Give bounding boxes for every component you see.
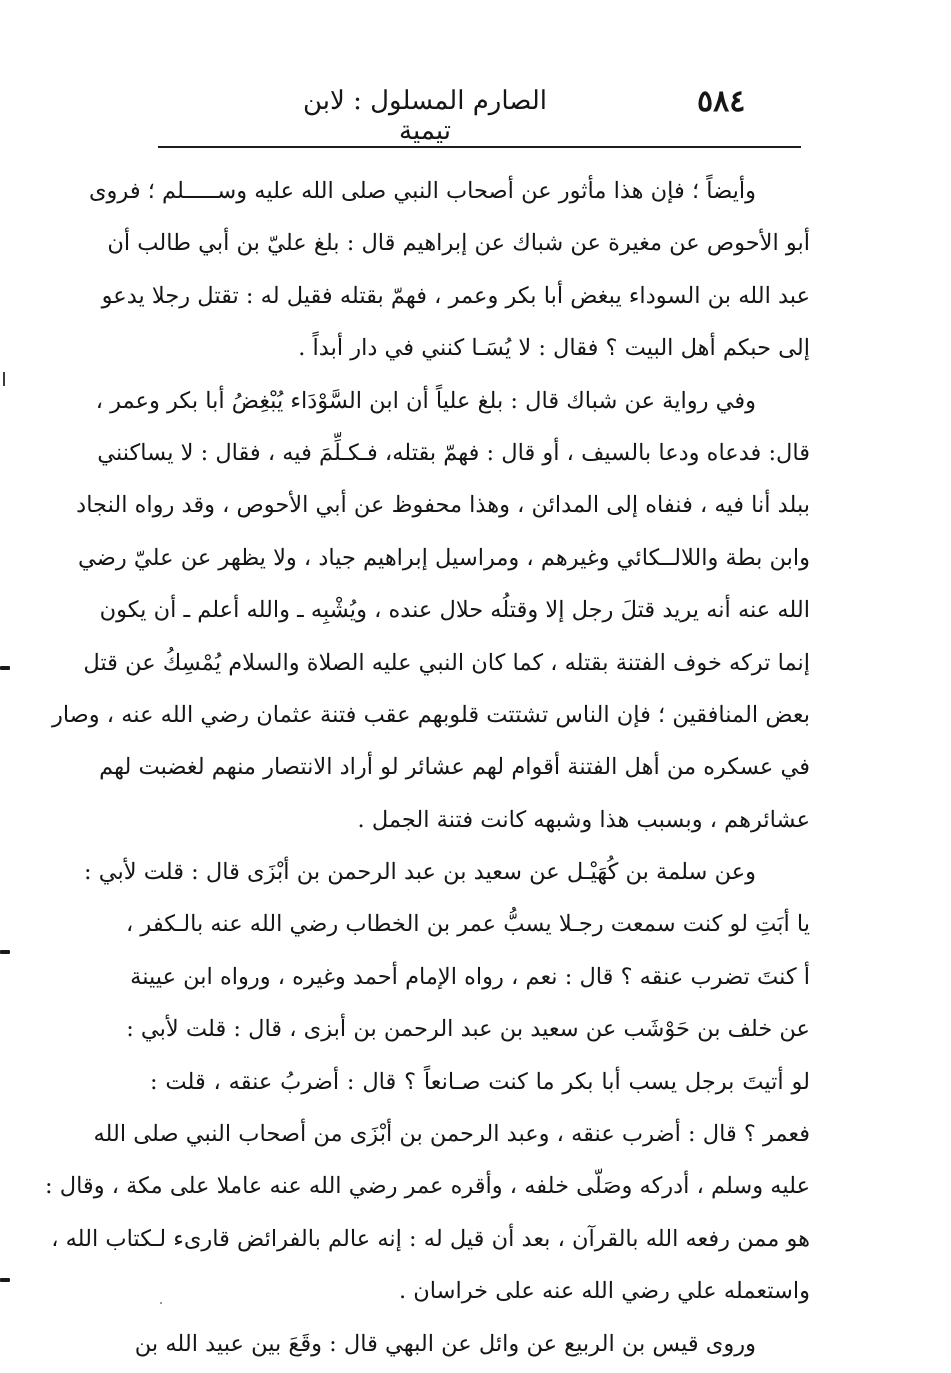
text-line: هو ممن رفعه الله بالقرآن ، بعد أن قيل له : إنه عالم بالفرائض قارىء لـكتاب الله ، xyxy=(51,1225,810,1252)
text-line: وروى قيس بن الربيع عن وائل عن البهي قال : وقَعَ بين عبيد الله بن xyxy=(134,1330,756,1357)
text-line: أبو الأحوص عن مغيرة عن شباك عن إبراهيم قال : بلغ عليّ بن أبي طالب أن xyxy=(107,230,810,257)
scan-mark xyxy=(0,666,10,670)
text-line: فعمر ؟ قال : أضرب عنقه ، وعبد الرحمن بن أبْزَى من أصحاب النبي صلى الله xyxy=(93,1121,810,1148)
page-body xyxy=(45,165,810,1370)
text-line: يا أبَتِ لو كنت سمعت رجـلا يسبُّ عمر بن الخطاب رضي الله عنه بالـكفر ، xyxy=(126,911,810,938)
text-line: عن خلف بن حَوْشَب عن سعيد بن عبد الرحمن بن أبزى ، قال : قلت لأبي : xyxy=(126,1016,810,1043)
text-line: وابن بطة واللالــكائي وغيرهم ، ومراسيل إبراهيم جياد ، ولا يظهر عن عليّ رضي xyxy=(78,544,810,571)
text-line: عبد الله بن السوداء يبغض أبا بكر وعمر ، فهمّ بقتله فقيل له : تقتل رجلا يدعو xyxy=(101,282,810,309)
text-line: واستعمله علي رضي الله عنه على خراسان . xyxy=(398,1278,810,1305)
paragraph-1 xyxy=(88,165,810,375)
text-line: بعض المنافقين ؛ فإن الناس تشتتت قلوبهم عقب فتنة عثمان رضي الله عنه ، وصار xyxy=(51,701,810,728)
scan-speck xyxy=(160,1302,162,1304)
text-line: إنما تركه خوف الفتنة بقتله ، كما كان النبي عليه الصلاة والسلام يُمْسِكُ عن قتل xyxy=(83,649,810,676)
scan-mark xyxy=(3,372,5,386)
header-rule xyxy=(158,146,801,148)
text-line: الله عنه أنه يريد قتلَ رجل إلا وقتلُه حلال عنده ، ويُشْبِه ـ والله أعلم ـ أن يكون xyxy=(99,597,810,624)
running-title: الصارم المسلول : لابن تيمية xyxy=(303,86,547,146)
paragraph-2 xyxy=(51,375,810,847)
text-line: قال: فدعاه ودعا بالسيف ، أو قال : فهمّ بقتله، فـكـلِّمَ فيه ، فقال : لا يساكنني xyxy=(97,439,810,466)
text-line: وعن سلمة بن كُهَيْـل عن سعيد بن عبد الرحمن بن أبْزَى قال : قلت لأبي : xyxy=(83,859,756,886)
page-number: ٥٨٤ xyxy=(697,84,746,119)
text-line: لو أتيتَ برجل يسب أبا بكر ما كنت صـانعاً ؟ قال : أضربُ عنقه ، قلت : xyxy=(150,1068,810,1095)
text-line: عليه وسلم ، أدركه وصَلّى خلفه ، وأقره عمر رضي الله عنه عاملا على مكة ، وقال : xyxy=(45,1173,810,1200)
text-line: ببلد أنا فيه ، فنفاه إلى المدائن ، وهذا محفوظ عن أبي الأحوص ، وقد رواه النجاد xyxy=(76,492,810,519)
paragraph-3 xyxy=(45,846,810,1318)
text-line: أ كنتَ تضرب عنقه ؟ قال : نعم ، رواه الإمام أحمد وغيره ، ورواه ابن عيينة xyxy=(130,963,810,990)
text-line: وأيضاً ؛ فإن هذا مأثور عن أصحاب النبي صلى الله عليه وســـــلم ؛ فروى xyxy=(88,178,756,204)
scan-mark xyxy=(0,1278,10,1282)
paragraph-4 xyxy=(134,1318,810,1370)
text-line: عشائرهم ، وبسبب هذا وشبهه كانت فتنة الجمل . xyxy=(357,806,810,833)
scan-mark xyxy=(0,950,10,954)
text-line: وفي رواية عن شباك قال : بلغ علياً أن ابن السَّوْدَاء يُبْغِضُ أبا بكر وعمر ، xyxy=(95,387,756,414)
text-line: في عسكره من أهل الفتنة أقوام لهم عشائر لو أراد الانتصار منهم لغضبت لهم xyxy=(99,754,810,781)
text-line: إلى حبكم أهل البيت ؟ فقال : لا يُسَـا كنني في دار أبداً . xyxy=(298,335,810,362)
